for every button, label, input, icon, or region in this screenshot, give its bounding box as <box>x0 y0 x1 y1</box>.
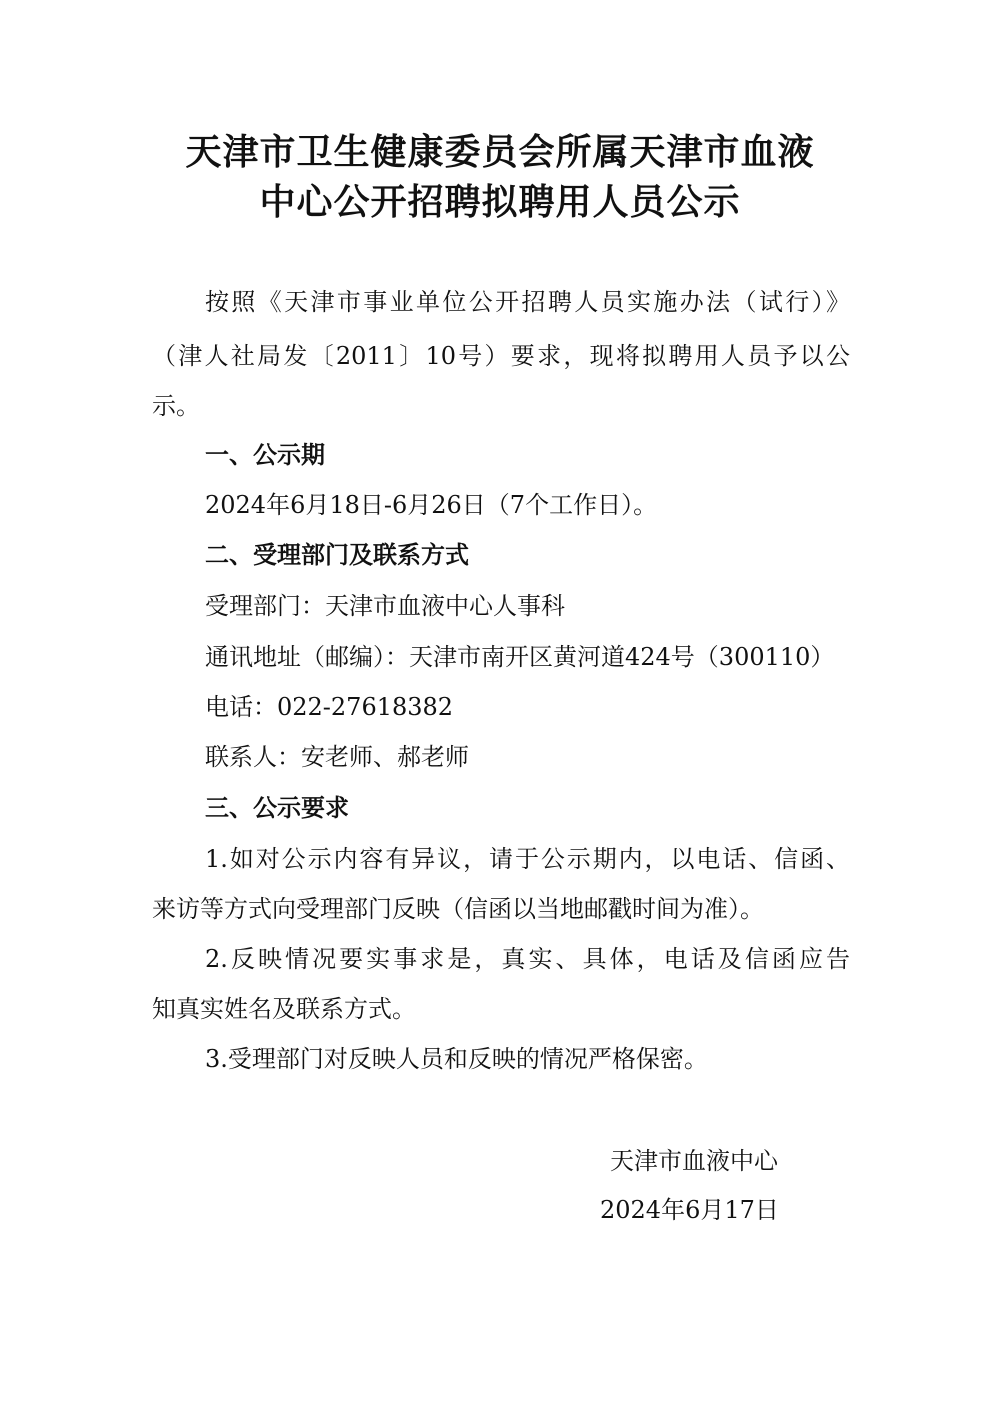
address-text: 通讯地址（邮编）：天津市南开区黄河道424号（300110） <box>205 643 835 671</box>
intro-line-1: 按照《天津市事业单位公开招聘人员实施办法（试行）》 <box>205 288 850 316</box>
requirement-1-line-1: 1.如对公示内容有异议，请于公示期内，以电话、信函、 <box>205 845 850 873</box>
publicity-period-text: 2024年6月18日-6月26日（7个工作日）。 <box>205 491 658 519</box>
signature-organization: 天津市血液中心 <box>610 1147 778 1175</box>
intro-line-2: （津人社局发〔2011〕10号）要求，现将拟聘用人员予以公 <box>152 342 850 370</box>
phone-text: 电话：022-27618382 <box>205 693 454 721</box>
document-title-line-1: 天津市卫生健康委员会所属天津市血液 <box>185 132 815 173</box>
requirement-3-text: 3.受理部门对反映人员和反映的情况严格保密。 <box>205 1045 708 1073</box>
section-1-heading: 一、公示期 <box>205 441 325 469</box>
intro-line-3: 示。 <box>152 392 200 420</box>
document-title-line-2: 中心公开招聘拟聘用人员公示 <box>259 182 741 223</box>
section-3-heading: 三、公示要求 <box>205 794 349 822</box>
requirement-1-line-2: 来访等方式向受理部门反映（信函以当地邮戳时间为准）。 <box>152 895 764 923</box>
department-text: 受理部门：天津市血液中心人事科 <box>205 592 565 620</box>
requirement-2-line-1: 2.反映情况要实事求是，真实、具体，电话及信函应告 <box>205 945 850 973</box>
contact-text: 联系人：安老师、郝老师 <box>205 743 469 771</box>
requirement-2-line-2: 知真实姓名及联系方式。 <box>152 995 416 1023</box>
signature-date: 2024年6月17日 <box>600 1196 779 1224</box>
section-2-heading: 二、受理部门及联系方式 <box>205 541 469 569</box>
